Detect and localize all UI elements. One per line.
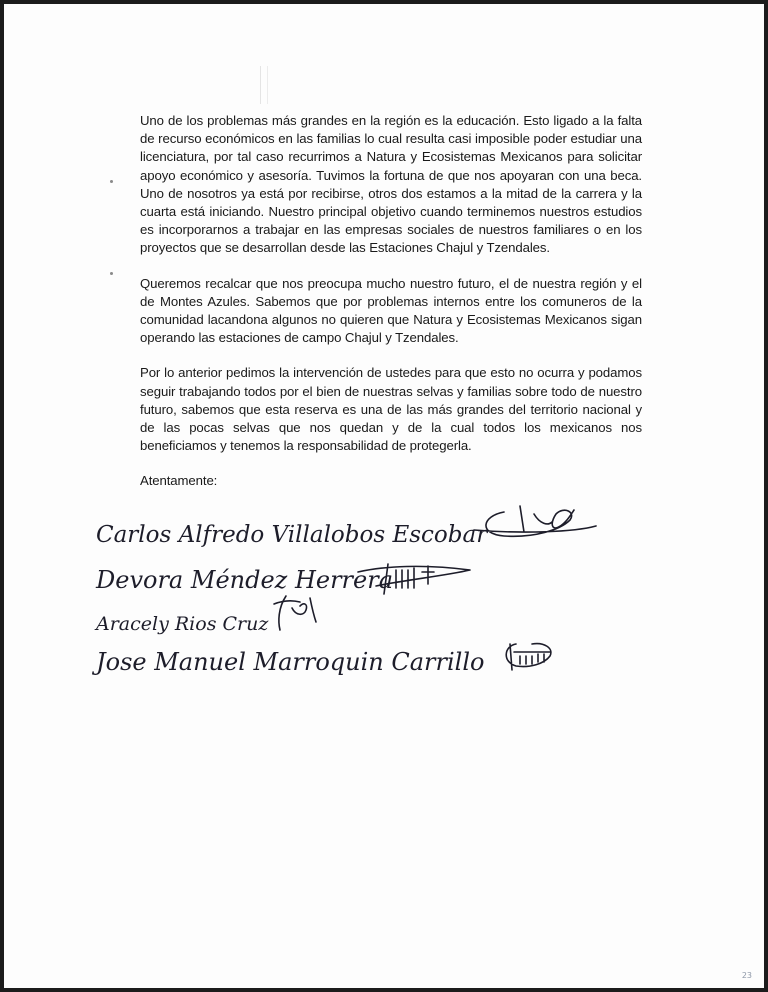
signatory-name-4: Jose Manuel Marroquin Carrillo bbox=[96, 648, 485, 676]
scan-speck bbox=[110, 272, 113, 275]
page-number: 23 bbox=[741, 971, 752, 980]
closing-salutation: Atentamente: bbox=[140, 473, 218, 489]
signature-scribble-3 bbox=[274, 596, 316, 630]
paragraph-request: Por lo anterior pedimos la intervención de ustedes para que esto no ocurra y podamos seguir trabajando todos por el bien de nuestras selvas y familias sobre todo de nuestro futuro, sabemos que esta reserva es una de las más grandes del territorio nacional y de las pocas selvas que nos quedan y de la cual todos los mexicanos nos beneficiamos y tenemos la responsabilidad de protegerla. bbox=[140, 365, 642, 454]
scan-artifact bbox=[260, 66, 268, 104]
signature-scribble-4 bbox=[506, 644, 551, 670]
signature-scribble-1 bbox=[474, 506, 596, 536]
signatory-name-1: Carlos Alfredo Villalobos Escobar bbox=[96, 522, 488, 548]
letter-body bbox=[140, 112, 642, 508]
signatory-name-3: Aracely Rios Cruz bbox=[96, 613, 269, 635]
scan-speck bbox=[110, 180, 113, 183]
paragraph-education: Uno de los problemas más grandes en la región es la educación. Esto ligado a la falta de recurso económicos en las familias lo cual resulta casi imposible poder estudiar una licenciatura, por tal caso recurrimos a Natura y Ecosistemas Mexicanos para solicitar apoyo económico y asesoría. Tuvimos la fortuna de que nos apoyaran con una beca. Uno de nosotros ya está por recibirse, otros dos estamos a la mitad de la carrera y la cuarta está iniciando. Nuestro principal objetivo cuando terminemos nuestros estudios es incorporarnos a trabajar en las empresas sociales de nuestros familiares o en los proyectos que se desarrollan desde las Estaciones Chajul y Tzendales. bbox=[140, 113, 642, 256]
signatory-name-2: Devora Méndez Herrera bbox=[96, 566, 393, 594]
paragraph-future: Queremos recalcar que nos preocupa mucho nuestro futuro, el de nuestra región y el de Montes Azules. Sabemos que por problemas internos entre los comuneros de la comunidad lacandona algunos no quieren que Natura y Ecosistemas Mexicanos sigan operando las estaciones de campo Chajul y Tzendales. bbox=[140, 275, 642, 346]
signature-scribble-2 bbox=[358, 564, 470, 594]
